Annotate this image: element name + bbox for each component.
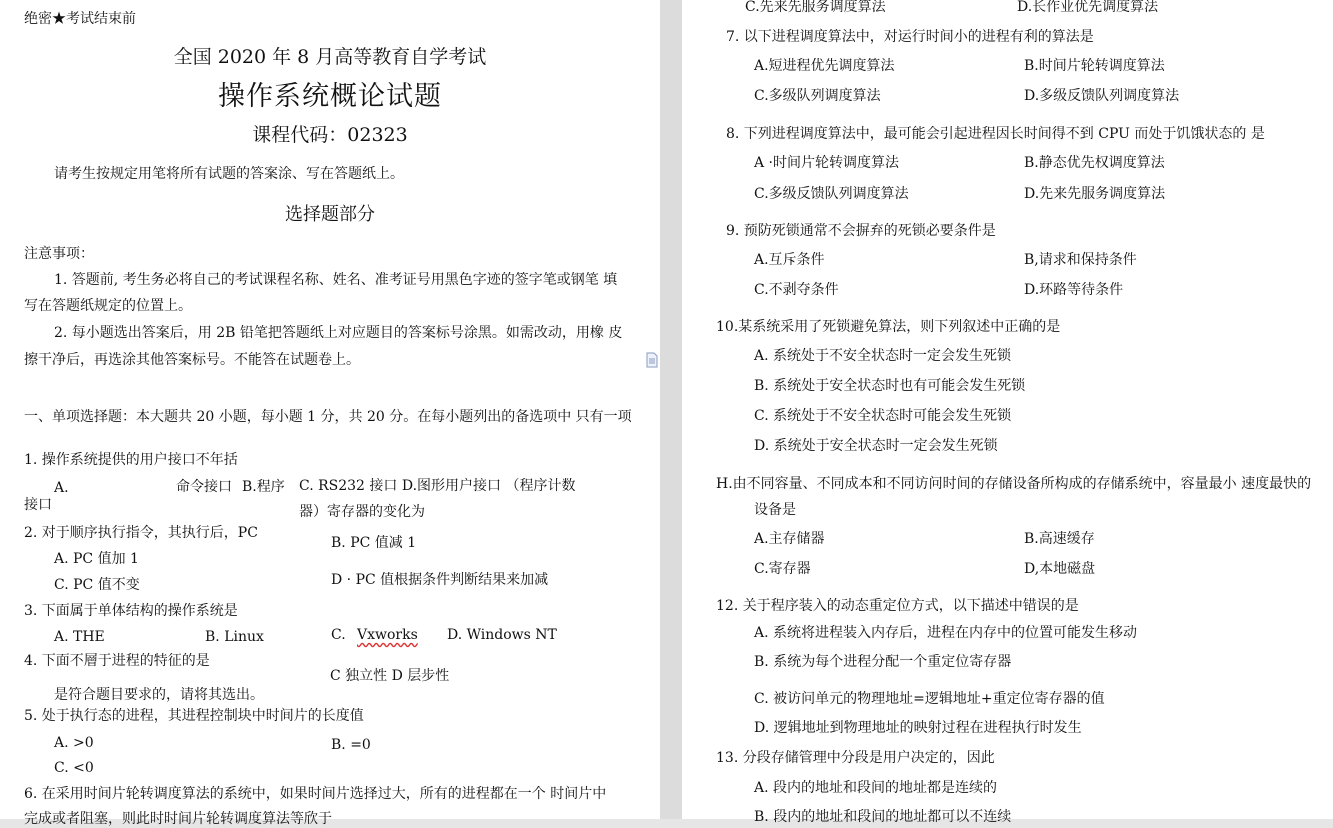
question-12-option-a: A. 系统将进程装入内存后，进程在内存中的位置可能发生移动 xyxy=(754,625,1138,641)
question-11: H.由不同容量、不同成本和不同访问时间的存储设备所构成的存储系统中，容量最小 速度最快的 xyxy=(716,476,1312,492)
question-4: 4. 下面不層于进程的特征的是 xyxy=(24,653,210,669)
question-2-option-a: A. PC 值加 1 xyxy=(54,551,139,567)
question-2-option-d: D · PC 值根据条件判断结果来加减 xyxy=(331,572,549,588)
course-code: 课程代码：02323 xyxy=(252,124,408,146)
question-5-option-a: A. >0 xyxy=(54,735,94,751)
question-2-option-c: C. PC 值不变 xyxy=(54,577,140,593)
question-8-option-a: A ·时间片轮转调度算法 xyxy=(754,155,900,171)
question-3-option-a: A. THE xyxy=(54,629,105,645)
question-8-option-d: D.先来先服务调度算法 xyxy=(1024,186,1166,202)
question-9: 9. 预防死锁通常不会摒弃的死锁必要条件是 xyxy=(726,223,996,239)
question-4-clipped-options xyxy=(300,668,530,685)
question-7-option-a: A.短进程优先调度算法 xyxy=(754,58,895,74)
question-11-option-a: A.主存储器 xyxy=(754,531,825,547)
left-page xyxy=(0,0,660,827)
question-12-option-b: B. 系统为每个进程分配一个重定位寄存器 xyxy=(754,654,1012,670)
question-1-option-b: B.程序 xyxy=(242,479,285,495)
question-9-option-b: B,请求和保持条件 xyxy=(1024,252,1137,268)
question-6-line-2: 完成或者阻塞，则此时时间片轮转调度算法等欣于 xyxy=(24,811,332,827)
question-1-register-text: 器）寄存器的变化为 xyxy=(299,504,425,520)
question-11-option-d: D,本地磁盘 xyxy=(1024,561,1096,577)
notes-title: 注意事项： xyxy=(24,246,94,262)
question-11-option-b: B.高速缓存 xyxy=(1024,531,1095,547)
question-13-option-b: B. 段内的地址和段间的地址都可以不连续 xyxy=(754,809,1012,825)
question-9-option-d: D.环路等待条件 xyxy=(1024,282,1124,298)
question-13-option-a: A. 段内的地址和段间的地址都是连续的 xyxy=(754,780,998,796)
page-gap xyxy=(660,0,682,819)
question-1-interface-word: 接口 xyxy=(24,497,52,513)
question-8-option-c: C.多级反馈队列调度算法 xyxy=(754,186,909,202)
instruction-text: 请考生按规定用笔将所有试题的答案涂、写在答题纸上。 xyxy=(54,166,404,182)
question-3-option-b: B. Linux xyxy=(205,629,264,645)
question-3-option-c-text: Vxworks xyxy=(357,627,418,643)
right-page xyxy=(682,0,1333,825)
question-5-option-b: B. =0 xyxy=(331,737,371,753)
question-6-line-1: 6. 在采用时间片轮转调度算法的系统中，如果时间片选择过大，所有的进程都在一个 时间片中 xyxy=(24,786,607,802)
question-12-option-c: C. 被访问单元的物理地址=逻辑地址+重定位寄存器的值 xyxy=(754,691,1105,707)
question-13: 13. 分段存储管理中分段是用户决定的，因此 xyxy=(716,750,995,766)
question-1-option-a-text: 命令接口 xyxy=(176,479,232,495)
question-5-option-c: C. <0 xyxy=(54,760,94,776)
question-11-continued: 设备是 xyxy=(754,502,796,518)
question-2-option-b: B. PC 值减 1 xyxy=(331,535,417,551)
note-2-line-1: 2. 每小题选出答案后，用 2B 铅笔把答题纸上对应题目的答案标号涂黑。如需改动，用橡 皮 xyxy=(54,325,623,341)
note-2-line-2: 擦干净后，再选涂其他答案标号。不能答在试题卷上。 xyxy=(24,352,360,368)
question-1-option-a: A. xyxy=(54,480,69,496)
question-8: 8. 下列进程调度算法中，最可能会引起进程因长时间得不到 CPU 而处于饥饿状态的 是 xyxy=(726,126,1265,142)
question-1-options-cd: C. RS232 接口 D.图形用户接口 （程序计数 xyxy=(299,478,576,494)
document-note-icon[interactable] xyxy=(644,352,660,368)
question-6-option-c: C.先来先服务调度算法 xyxy=(745,0,886,15)
note-1-line-1: 1. 答题前, 考生务必将自己的考试课程名称、姓名、准考证号用黑色字迹的签字笔或钢笔 填 xyxy=(54,272,618,288)
question-2: 2. 对于顺序执行指令，其执行后，PC xyxy=(24,525,258,541)
question-7-option-c: C.多级队列调度算法 xyxy=(754,88,881,104)
secret-label: 绝密★考试结束前 xyxy=(24,11,136,27)
question-5: 5. 处于执行态的进程，其进程控制块中时间片的长度值 xyxy=(24,708,364,724)
question-1: 1. 操作系统提供的用户接口不年括 xyxy=(24,452,238,468)
question-12: 12. 关于程序装入的动态重定位方式，以下描述中错误的是 xyxy=(716,598,1079,614)
question-9-option-a: A.互斥条件 xyxy=(754,252,825,268)
section-title: 选择题部分 xyxy=(285,204,375,225)
question-10-option-a: A. 系统处于不安全状态时一定会发生死锁 xyxy=(754,348,1012,364)
question-11-option-c: C.寄存器 xyxy=(754,561,811,577)
question-12-option-d: D. 逻辑地址到物理地址的映射过程在进程执行时发生 xyxy=(754,720,1082,736)
question-7-option-d: D.多级反馈队列调度算法 xyxy=(1024,88,1180,104)
question-3-option-d: D. Windows NT xyxy=(447,627,557,643)
question-7: 7. 以下进程调度算法中，对运行时间小的进程有利的算法是 xyxy=(726,29,1094,45)
question-10-option-d: D. 系统处于安全状态时一定会发生死锁 xyxy=(754,438,998,454)
part-1-heading-continued: 是符合题目要求的，请将其选出。 xyxy=(54,687,264,703)
question-10: 10.某系统采用了死锁避免算法，则下列叙述中正确的是 xyxy=(716,319,1061,335)
question-10-option-b: B. 系统处于安全状态时也有可能会发生死锁 xyxy=(754,378,1026,394)
question-3: 3. 下面属于单体结构的操作系统是 xyxy=(24,603,238,619)
note-1-line-2: 写在答题纸规定的位置上。 xyxy=(24,298,192,314)
question-4-partial-text: C 独立性 D 层步性 xyxy=(330,668,450,684)
question-8-option-b: B.静态优先权调度算法 xyxy=(1024,155,1165,171)
question-3-option-c-label: C. xyxy=(331,627,346,643)
question-7-option-b: B.时间片轮转调度算法 xyxy=(1024,58,1165,74)
subject-title: 操作系统概论试题 xyxy=(218,81,442,112)
question-9-option-c: C.不剥夺条件 xyxy=(754,282,839,298)
part-1-heading: 一、单项选择题：本大题共 20 小题，每小题 1 分，共 20 分。在每小题列出的备选项中 只有一项 xyxy=(24,409,632,425)
exam-title: 全国 2020 年 8 月高等教育自学考试 xyxy=(173,46,487,68)
question-6-option-d: D.长作业优先调度算法 xyxy=(1017,0,1159,15)
question-10-option-c: C. 系统处于不安全状态时可能会发生死锁 xyxy=(754,408,1012,424)
